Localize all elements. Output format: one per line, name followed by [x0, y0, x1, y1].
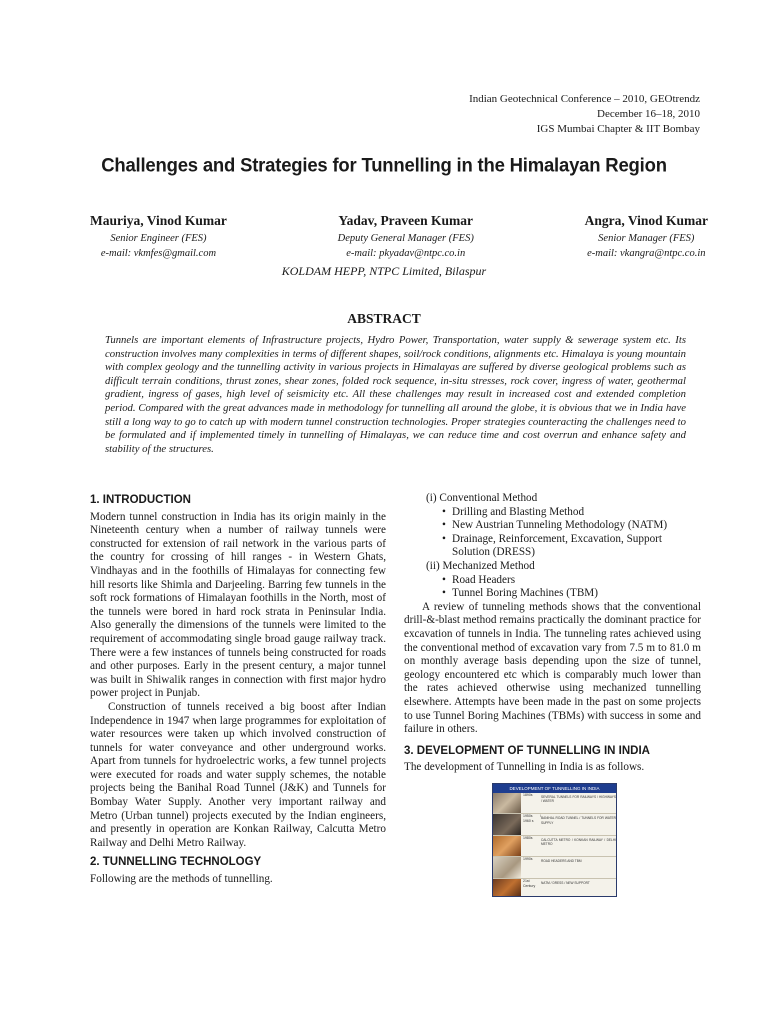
list-item: • New Austrian Tunneling Methodology (NATM) — [452, 519, 701, 533]
tunnel-photo — [493, 836, 521, 857]
list-item: • Drilling and Blasting Method — [452, 506, 701, 520]
figure-row — [493, 857, 616, 879]
affiliation: KOLDAM HEPP, NTPC Limited, Bilaspur — [281, 264, 487, 278]
list-item: • Drainage, Reinforcement, Excavation, Support Solution (DRESS) — [452, 533, 701, 560]
methods-list — [404, 492, 701, 601]
figure-year: 21st Century — [523, 878, 536, 888]
figure-row — [493, 836, 616, 858]
method-mechanized: (ii) Mechanized Method — [426, 559, 535, 572]
figure-year: 1990s — [523, 857, 533, 862]
conventional-methods-list — [404, 506, 701, 560]
figure-text: ROAD HEADERS AND TBM — [541, 859, 582, 864]
conference-name: Indian Geotechnical Conference – 2010, GEOtrendz — [469, 93, 700, 105]
figure-row — [493, 814, 616, 836]
author-block — [90, 211, 708, 261]
author-email: e-mail: vkmfes@gmail.com — [100, 248, 217, 259]
tunnel-photo — [493, 814, 521, 835]
author-role: Senior Engineer (FES) — [110, 233, 207, 244]
author-role: Deputy General Manager (FES) — [337, 233, 474, 244]
author-email: e-mail: pkyadav@ntpc.co.in — [346, 248, 466, 259]
author-1 — [90, 211, 227, 261]
figure-row — [493, 793, 616, 815]
mechanized-methods-list — [404, 574, 701, 601]
tunnel-photo — [493, 879, 521, 897]
figure-text: CALCUTTA METRO / KONKAN RAILWAY / DELHI METRO — [541, 837, 616, 847]
paper-title: Challenges and Strategies for Tunnelling in the Himalayan Region — [101, 153, 667, 176]
intro-paragraph-1: Modern tunnel construction in India has its origin mainly in the Nineteenth century when a number of railway tunnels were constructed for extension of rail network in the various parts of the country for crossing of hill ranges - in Western Ghats, Vindhayas and in the foothills of Himalayas for connecting few hill resorts like Shimla and Darjeeling. Barring few tunnels in the soft rock formations of Himalayan foothills in the North, most of the tunnels were bored in hard rock strata in Peninsular India. Also generally the dimensions of the tunnels were limited to the requirement of accommodating single broad gauge railway track. There were a few instances of tunnels being constructed for roads and other purposes. Early in the present century, a major tunnel was built in Shiwalik ranges in connection with first major hydro power project in Punjab. — [90, 510, 386, 700]
left-column — [90, 492, 386, 887]
figure-text: SEVERAL TUNNELS FOR RAILWAYS / HIGHWAYS / WATER — [541, 794, 616, 804]
tunnel-photo — [493, 857, 521, 878]
development-text: The development of Tunnelling in India is as follows. — [404, 761, 645, 774]
author-role: Senior Manager (FES) — [598, 233, 695, 244]
figure-text: BANIHAL ROAD TUNNEL / TUNNELS FOR WATER SUPPLY — [541, 816, 616, 825]
figure-year: 1950s / 1960 s — [523, 814, 541, 824]
abstract-heading: ABSTRACT — [347, 311, 421, 326]
figure-year: 1890s — [523, 792, 533, 797]
author-name: Mauriya, Vinod Kumar — [90, 213, 227, 228]
development-figure — [492, 783, 617, 897]
right-column — [404, 492, 701, 897]
conference-dates: December 16–18, 2010 — [597, 108, 700, 120]
figure-year: 1980s — [523, 835, 533, 840]
conference-header — [300, 92, 700, 137]
intro-paragraph-2: Construction of tunnels received a big boost after Indian Independence in 1947 when large programmes for exploitation of water resources were taken up which involved construction of tunnels for water conveyance and other underground works. Apart from tunnels for hydroelectric works, a few tunnel projects were executed for roads and water supply schemes, the notable projects being the Banihal Road Tunnel (J&K) and Tunnels for Bombay Water Supply. Another very important railway and Metro (Urban tunnel) projects executed by the Indian engineers, and presently in operation are Konkan Railway, Calcutta Metro Railway and Delhi Metro Railway. — [90, 700, 386, 849]
section-heading-technology: 2. TUNNELLING TECHNOLOGY — [90, 856, 262, 869]
method-conventional: (i) Conventional Method — [426, 492, 538, 504]
abstract-text: Tunnels are important elements of Infrastructure projects, Hydro Power, Transportation, water supply & sewerage system etc. Its construction involves many complexities in terms of different shapes, soil/rock conditions, alignments etc. Himalaya is young mountain with complex geology and the tunnelling activity in various projects in Himalayas are suffered by diverse geological problems such as difficult terrain conditions, thrust zones, shear zones, folded rock sequence, in-situ stresses, rock cover, ingress of water, geothermal gradient, ingress of gases, high level of seismicity etc. All these challenges may result in increased cost and extended completion period. Compared with the great advances made in methodology for tunnelling all around the globe, it is obvious that we in India have still a long way to go to catch up with modern tunnel construction technologies. Proper strategies counteracting the challenges need to be formulated and if implemented timely in tunnelling of Himalayas, we can reduce time and cost overrun and enhance safety and stability of the structures. — [105, 334, 686, 455]
section-heading-development: 3. DEVELOPMENT OF TUNNELLING IN INDIA — [404, 744, 650, 757]
author-name: Angra, Vinod Kumar — [584, 213, 708, 228]
list-item: • Road Headers — [452, 574, 701, 588]
figure-row — [493, 879, 616, 897]
figure-text: NATM / DRESS / NEW SUPPORT — [541, 880, 590, 885]
list-item: • Tunnel Boring Machines (TBM) — [452, 587, 701, 601]
tunnel-photo — [493, 793, 521, 814]
technology-text: Following are the methods of tunnelling. — [90, 873, 273, 886]
author-2 — [338, 211, 474, 261]
conference-venue: IGS Mumbai Chapter & IIT Bombay — [536, 123, 700, 135]
author-3 — [585, 211, 708, 261]
figure-header: DEVELOPMENT OF TUNNELLING IN INDIA — [493, 784, 616, 793]
section-heading-introduction: 1. INTRODUCTION — [90, 494, 191, 506]
author-email: e-mail: vkangra@ntpc.co.in — [587, 248, 706, 259]
review-paragraph: A review of tunneling methods shows that the conventional drill-&-blast method remains practically the dominant practice for excavation of tunnels in India. The tunneling rates achieved using the conventional method of excavation vary from 7.5 m to 81.0 m on monthly average basis depending upon the size of tunnel, geology encountered etc which is comparably much lower than the rates achieved otherwise using mechanized tunnelling elsewhere. Attempts have been made in the past on some projects to use Tunnel Boring Machines (TBMs) with success in some and failure in others. — [404, 600, 701, 736]
author-name: Yadav, Praveen Kumar — [338, 213, 474, 228]
